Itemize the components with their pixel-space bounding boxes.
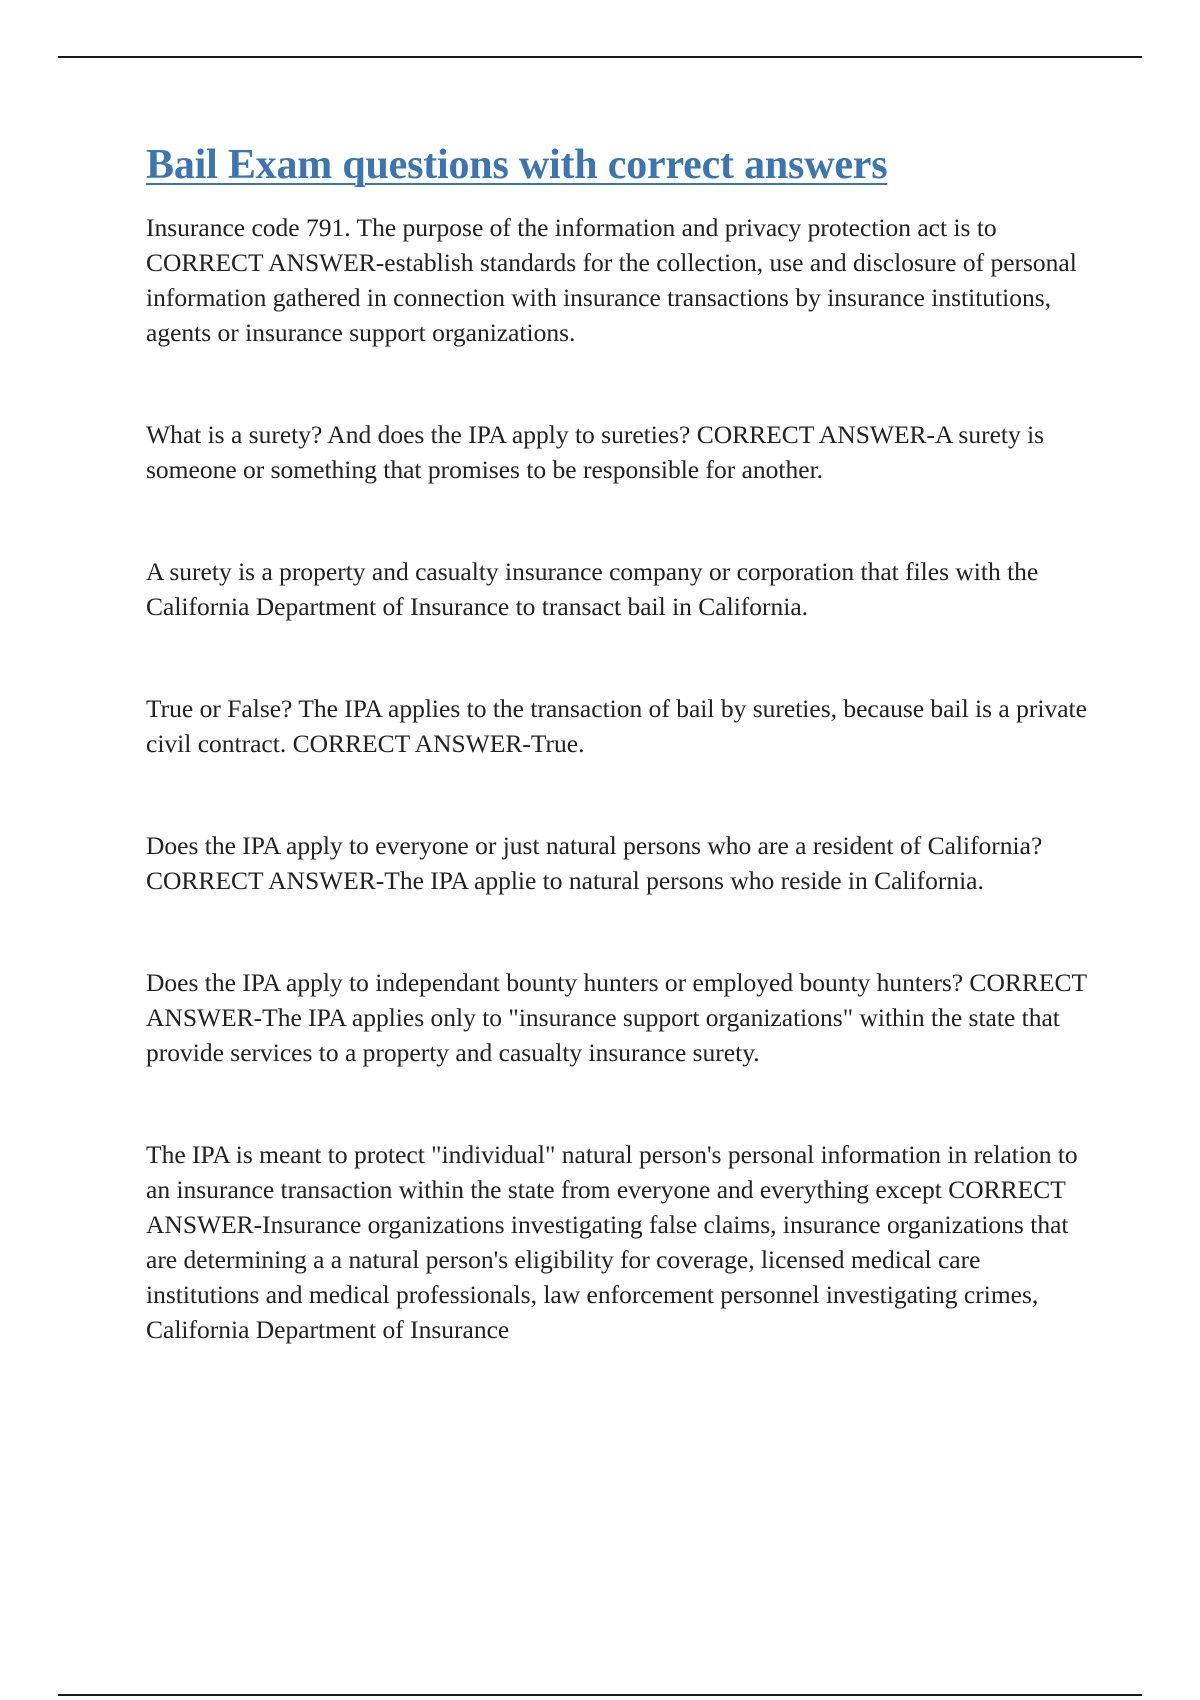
footer-rule (58, 1694, 1142, 1696)
document-page (146, 140, 1096, 1347)
qa-paragraph-1: Insurance code 791. The purpose of the information and privacy protection act is to CORRECT ANSWER-establish standards for the collection, use and disclosure of personal information gathered in connection with insurance transactions by insurance institutions, agents or insurance support organizations. (146, 213, 1077, 348)
document-title: Bail Exam questions with correct answers (146, 142, 888, 188)
header-rule (58, 56, 1142, 58)
qa-paragraph-7: The IPA is meant to protect "individual" natural person's personal information in relation to an insurance transaction within the state from everyone and everything except CORRECT ANSWER-Insurance organizations investigating false claims, insurance organizations that are determining a a natural person's eligibility for coverage, licensed medical care institutions and medical professionals, law enforcement personnel investigating crimes, California Department of Insurance (146, 1140, 1078, 1345)
qa-paragraph-4: True or False? The IPA applies to the transaction of bail by sureties, because bail is a private civil contract. CORRECT ANSWER-True. (146, 694, 1087, 759)
qa-paragraph-3: A surety is a property and casualty insurance company or corporation that files with the California Department of Insurance to transact bail in California. (146, 557, 1039, 622)
qa-paragraph-5: Does the IPA apply to everyone or just natural persons who are a resident of California? CORRECT ANSWER-The IPA applie to natural persons who reside in California. (146, 831, 1043, 896)
qa-paragraph-6: Does the IPA apply to independant bounty hunters or employed bounty hunters? CORRECT ANSWER-The IPA applies only to "insurance support organizations" within the state that provide services to a property and casualty insurance surety. (146, 968, 1087, 1068)
qa-paragraph-2: What is a surety? And does the IPA apply to sureties? CORRECT ANSWER-A surety is someone or something that promises to be responsible for another. (146, 420, 1045, 485)
